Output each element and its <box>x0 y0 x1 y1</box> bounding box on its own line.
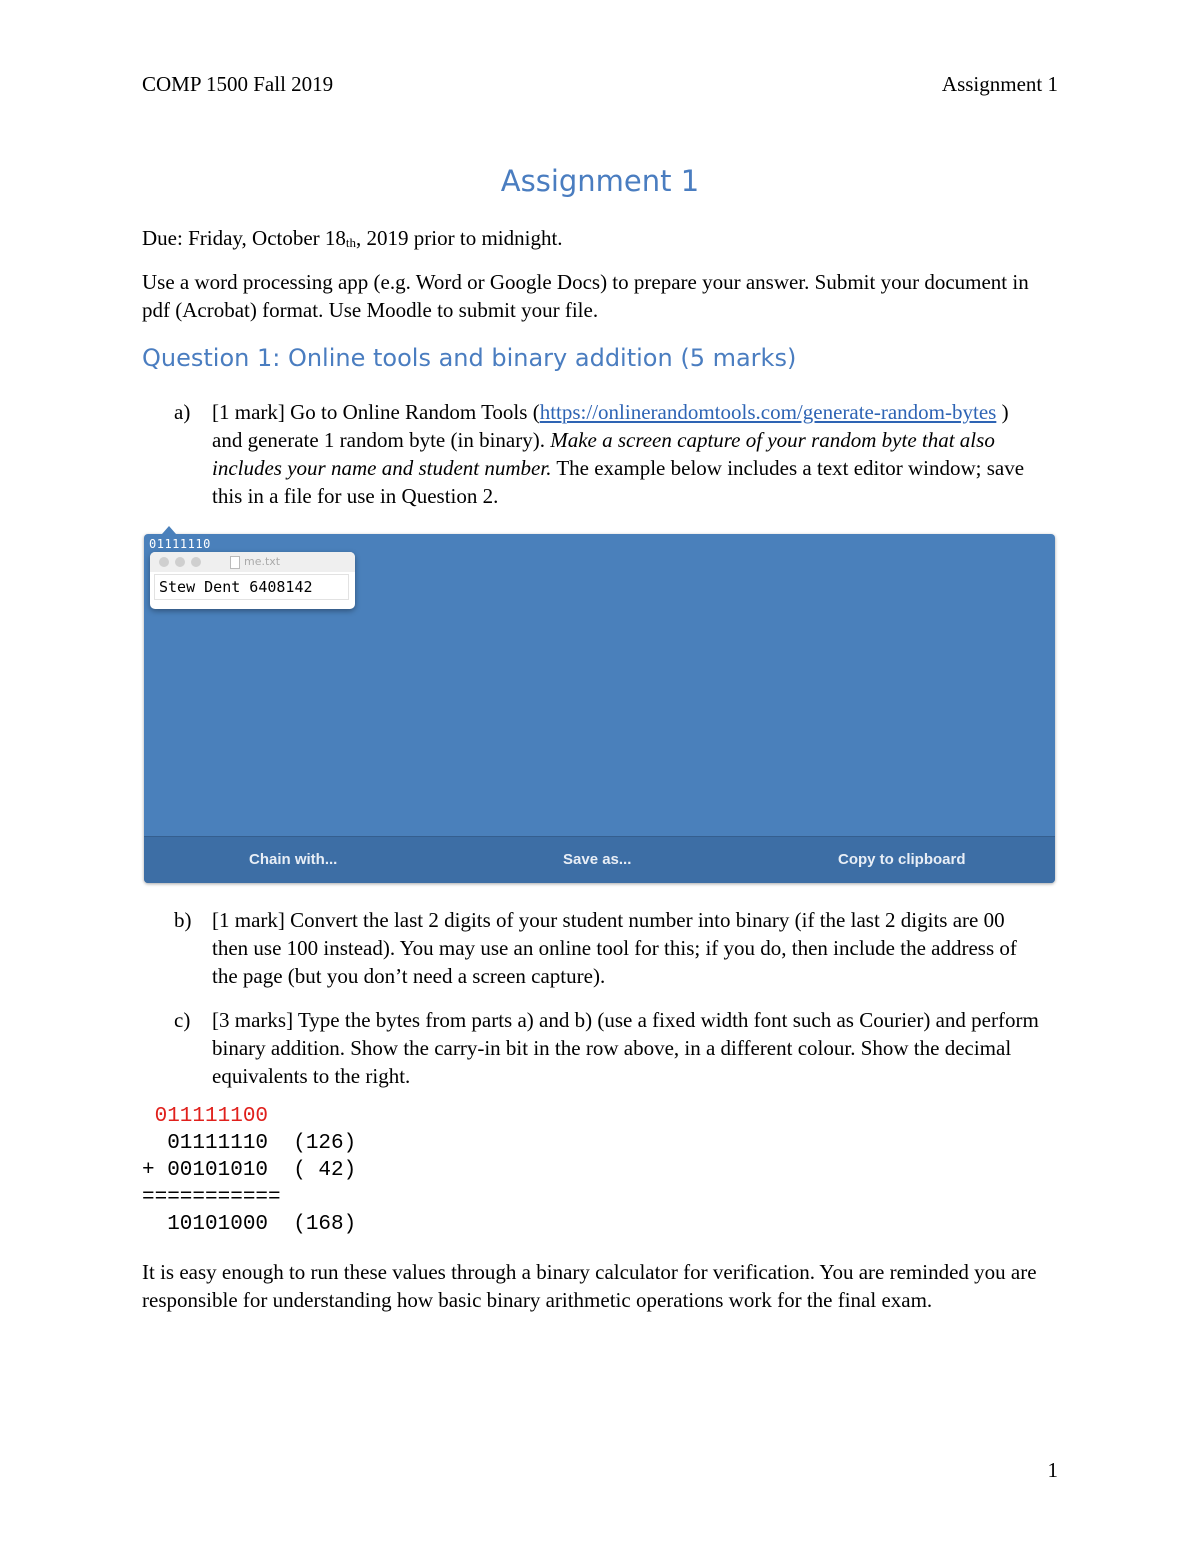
part-a-text-before: [1 mark] Go to Online Random Tools ( <box>212 400 540 424</box>
carry-row: 011111100 <box>142 1105 269 1128</box>
part-a-text <box>212 398 1042 510</box>
editor-filename: me.txt <box>244 555 281 568</box>
zoom-dot-icon[interactable] <box>191 557 201 567</box>
chain-with-button[interactable]: Chain with... <box>249 851 338 868</box>
part-a-label: a) <box>174 400 191 424</box>
due-suffix: , 2019 prior to midnight. <box>356 226 563 250</box>
closing-paragraph: It is easy enough to run these values through a binary calculator for verification. You are reminded you are responsible for understanding how basic binary arithmetic operations work for the final exam. <box>142 1260 1037 1312</box>
tooltip-nub <box>162 526 176 534</box>
course-label: COMP 1500 Fall 2019 <box>142 72 334 96</box>
sum-row: 10101000 (168) <box>142 1213 357 1236</box>
part-a-italic-instruction: Make a screen capture of your random byte that also includes your name and student number. <box>212 428 995 480</box>
part-c-label: c) <box>174 1008 191 1032</box>
addend-row-2: + 00101010 ( 42) <box>142 1159 357 1182</box>
random-bytes-screenshot <box>144 534 1055 883</box>
minimize-dot-icon[interactable] <box>175 557 185 567</box>
part-a-text-middle: ) and generate 1 random byte (in binary). <box>212 400 1009 452</box>
instructions-paragraph: Use a word processing app (e.g. Word or Google Docs) to prepare your answer. Submit your document in pdf (Acrobat) format. Use Moodle to submit your file. <box>142 270 1029 322</box>
close-dot-icon[interactable] <box>159 557 169 567</box>
tool-footer-bar <box>144 836 1055 883</box>
due-date <box>142 224 1042 257</box>
text-editor-window <box>150 552 355 609</box>
page-number: 1 <box>1047 1458 1058 1482</box>
question-1-heading: Question 1: Online tools and binary addition (5 marks) <box>142 344 797 372</box>
part-b-label: b) <box>174 908 192 932</box>
copy-to-clipboard-button[interactable]: Copy to clipboard <box>838 851 966 868</box>
part-b-text: [1 mark] Convert the last 2 digits of your student number into binary (if the last 2 digits are 00 then use 100 instead). You may use an online tool for this; if you do, then include the address of the page (but you don’t need a screen capture). <box>212 908 1017 988</box>
header-assignment-label: Assignment 1 <box>941 72 1058 96</box>
due-ordinal-suffix: th <box>345 235 357 250</box>
editor-titlebar <box>150 552 355 572</box>
document-title: Assignment 1 <box>500 164 700 198</box>
random-bytes-link[interactable]: https://onlinerandomtools.com/generate-random-bytes <box>539 400 997 424</box>
addend-row-1: 01111110 (126) <box>142 1132 357 1155</box>
part-a-text-after: The example below includes a text editor window; save this in a file for use in Question 2. <box>212 456 1025 508</box>
binary-addition <box>142 1103 356 1238</box>
output-byte: 01111110 <box>149 537 211 551</box>
part-c-text: [3 marks] Type the bytes from parts a) and b) (use a fixed width font such as Courier) and perform binary addition. Show the carry-in bit in the row above, in a different colour. Show the decimal equivalents to the right. <box>212 1008 1039 1088</box>
sum-rule: =========== <box>142 1186 281 1209</box>
save-as-button[interactable]: Save as... <box>563 851 632 868</box>
document-icon <box>230 556 240 569</box>
editor-content[interactable]: Stew Dent 6408142 <box>154 574 349 600</box>
due-prefix: Due: Friday, October 18 <box>142 226 346 250</box>
